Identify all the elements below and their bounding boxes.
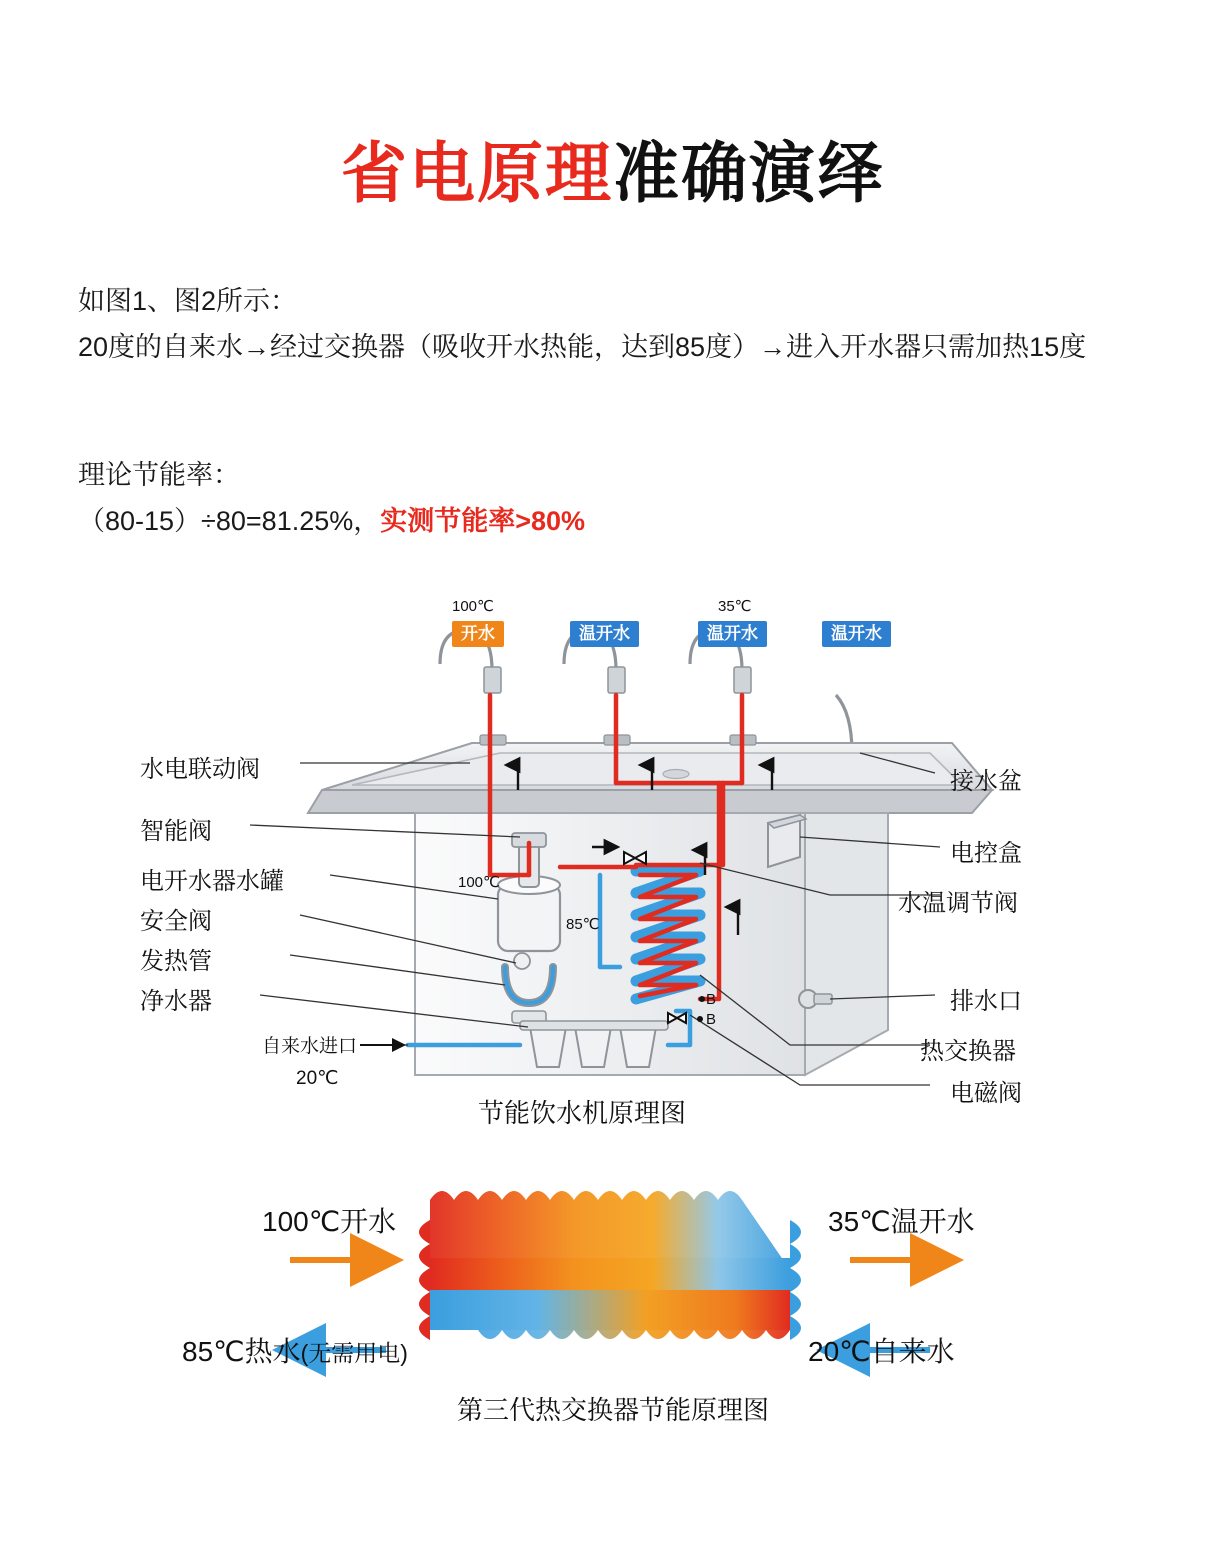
label-exchanger-temp: 85℃: [566, 916, 600, 933]
page-title: [0, 120, 1226, 215]
saving-ratio-block: [78, 452, 1148, 544]
label-temp-valve: 水温调节阀: [898, 890, 1018, 917]
label-linkage-valve: 水电联动阀: [140, 756, 260, 783]
figure2-caption: 第三代热交换器节能原理图: [456, 1395, 769, 1425]
label-warm-out: 35℃温开水: [828, 1206, 975, 1237]
tap-temp-2: 35℃: [718, 598, 752, 615]
label-solenoid-valve: 电磁阀: [950, 1080, 1022, 1107]
label-boiler-tank: 电开水器水罐: [140, 868, 284, 895]
intro-text: [78, 278, 1148, 370]
label-control-box: 电控盒: [950, 840, 1022, 867]
label-basin: 接水盆: [950, 768, 1022, 795]
intro-line-2: 20度的自来水→经过交换器（吸收开水热能，达到85度）→进入开水器只需加热15度: [78, 332, 1087, 362]
title-rest: 准确演绎: [613, 136, 885, 210]
tag-boiling-water: 开水: [452, 621, 504, 647]
title-highlight: 省电原理: [341, 136, 613, 210]
ratio-label: 理论节能率：: [78, 460, 240, 490]
ratio-formula: （80-15）÷80=81.25%，: [78, 506, 381, 536]
tag-warm-water-1: 温开水: [570, 621, 639, 647]
figure-water-dispenser: [0, 575, 1226, 1135]
label-hot-out: [182, 1330, 408, 1370]
label-safety-valve: 安全阀: [140, 908, 212, 935]
label-inlet-temp: 20℃: [296, 1068, 339, 1089]
label-hot-out-main: 85℃热水: [182, 1336, 301, 1367]
label-tap-water-inlet: 自来水进口: [262, 1036, 358, 1057]
figure1-drawing: [0, 575, 1226, 1135]
label-hot-out-note: (无需用电): [300, 1340, 408, 1366]
label-purifier: 净水器: [140, 988, 212, 1015]
tap-temp-0: 100℃: [452, 598, 494, 615]
intro-line-1: 如图1、图2所示：: [78, 286, 298, 316]
tag-warm-water-3: 温开水: [822, 621, 891, 647]
label-smart-valve: 智能阀: [140, 818, 212, 845]
label-heat-exchanger: 热交换器: [920, 1038, 1016, 1065]
tag-warm-water-2: 温开水: [698, 621, 767, 647]
label-drain-port: 排水口: [950, 988, 1022, 1015]
ratio-measured: 实测节能率>80%: [380, 506, 586, 536]
node-mark-b-1: B: [706, 991, 717, 1008]
label-heating-tube: 发热管: [140, 948, 212, 975]
figure1-caption: 节能饮水机原理图: [478, 1098, 687, 1128]
node-mark-b-2: B: [706, 1011, 717, 1028]
label-hot-in: 100℃开水: [262, 1206, 397, 1237]
label-tank-temp: 100℃: [458, 874, 500, 891]
label-cold-in: 20℃自来水: [808, 1336, 955, 1367]
